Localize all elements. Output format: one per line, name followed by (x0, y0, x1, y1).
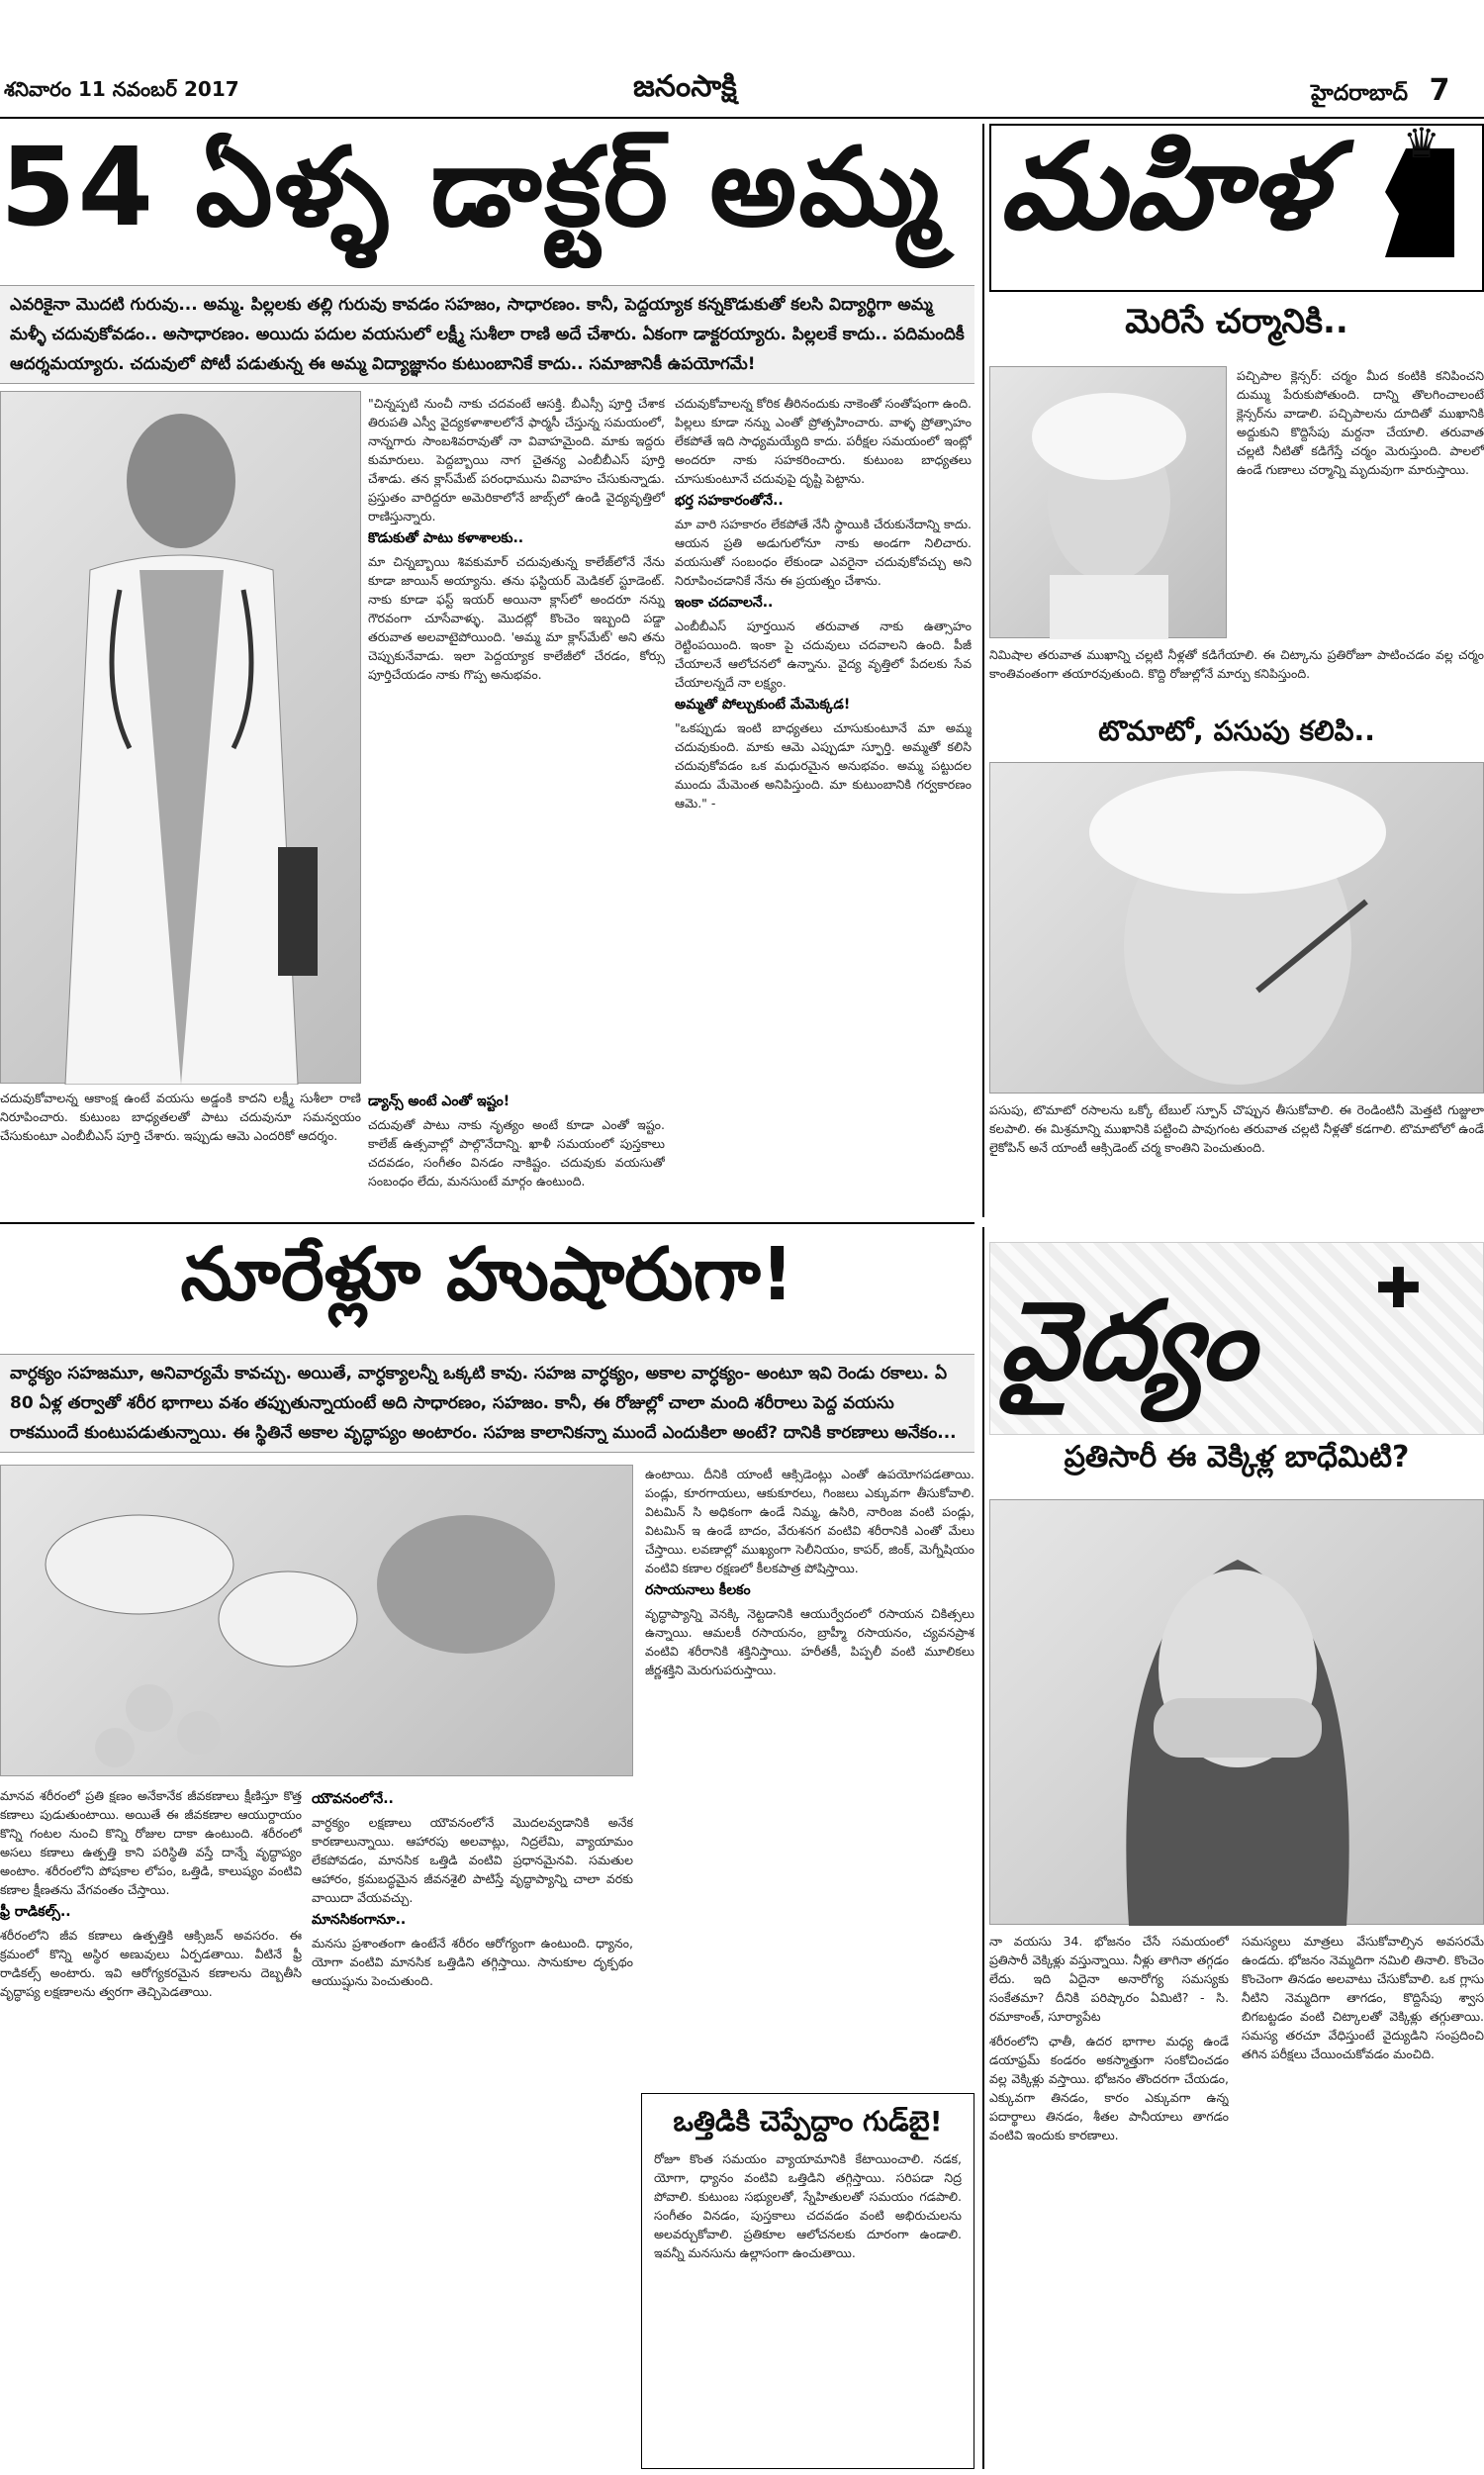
story1-column-2 (675, 394, 972, 1205)
story1-bottom-text: చదువుకోవాలన్న ఆకాంక్ష ఉంటే వయసు అడ్డంకి కాదని లక్ష్మీ సుశీలా రాణి నిరూపించారు. కుటుంబ బాధ్యతలతో పాటు చదువునూ సమన్వయం చేసుకుంటూ ఎంబీబీఎస్ పూర్తి చేశారు. ఇప్పుడు ఆమె ఎందరికో ఆదర్శం. (0, 1091, 361, 1143)
story2-subhead-free-radicals: ఫ్రీ రాడికల్స్.. (0, 1904, 71, 1920)
vaidyam-col-1 (989, 1932, 1229, 2471)
story1-column-1 (368, 394, 665, 1146)
story2-headline: నూరేళ్లూ హుషారుగా! (180, 1232, 794, 1317)
story1-subhead-4: అమ్మతో పోల్చుకుంటే మేమెక్కడ! (675, 697, 851, 713)
issue-date: శనివారం 11 నవంబర్ 2017 (4, 77, 239, 101)
mahila-subhead-2: టొమాటో, పసుపు కలిపి.. (1098, 714, 1375, 747)
story1-bottom-mid (368, 1089, 665, 1212)
story1-col2b-text: మా వారి సహకారం లేకపోతే నేనీ స్థాయికి చేరుకునేదాన్ని కాదు. ఆయన ప్రతి అడుగులోనూ నాకు అండగా నిలిచారు. వయసుతో సంబంధం లేకుండా ఎవరైనా చదువుకోవచ్చు అని నిరూపించడానికే నేను ఈ ప్రయత్నం చేశాను. (675, 517, 972, 588)
story1-subhead-2: భర్త సహకారంతోనే.. (675, 493, 784, 509)
hiccup-photo (989, 1499, 1484, 1925)
story1-col2c-text: ఎంబీబీఎస్ పూర్తయిన తరువాత నాకు ఉత్సాహం రెట్టింపయింది. ఇంకా పై చదువులు చదవాలని ఉంది. పీజీ చేయాలనే ఆలోచనలో ఉన్నాను. వైద్య వృత్తిలో పేదలకు సేవ చేయాలన్నదే నా లక్ష్యం. (675, 619, 972, 690)
story2-intro: వార్ధక్యం సహజమూ, అనివార్యమే కావచ్చు. అయితే, వార్ధక్యాలన్నీ ఒక్కటి కావు. సహజ వార్ధక్యం, అకాల వార్ధక్యం- అంటూ ఇవి రెండు రకాలు. ఏ 80 ఏళ్ల తర్వాతో శరీర భాగాలు వశం తప్పుతున్నాయంటే అది సాధారణం, సహజం. కానీ, ఈ రోజుల్లో చాలా మంది శరీరాలు పెద్ద వయసు రాకముందే కుంటుపడుతున్నాయి. ఈ స్థితినే అకాల వృద్ధాప్యం అంటారం. సహజ కాలానికన్నా ముందే ఎందుకిలా అంటే? దానికి కారణాలు అనేకం... (0, 1354, 974, 1453)
story2-a-text: మానవ శరీరంలో ప్రతి క్షణం అనేకానేక జీవకణాలు క్షీణిస్తూ కొత్త కణాలు పుడుతుంటాయి. అయితే ఈ జీవకణాల ఆయుర్దాయం కొన్ని గంటల నుంచి కొన్ని రోజుల దాకా ఉంటుంది. శరీరంలో అసలు కణాలు ఉత్పత్తి కాని పరిస్థితి వస్తే దాన్నే వృద్ధాప్యం అంటాం. శరీరంలోని పోషకాల లోపం, ఒత్తిడి, కాలుష్యం వంటివి కణాల క్షీణతను వేగవంతం చేస్తాయి. (0, 1788, 302, 1897)
medical-cross-icon: ✚ (1375, 1257, 1422, 1321)
vaidyam-letter-text: నా వయసు 34. భోజనం చేసే సమయంలో ప్రతిసారీ వెక్కిళ్లు వస్తున్నాయి. నీళ్లు తాగినా తగ్గడం లేదు. ఇది ఏదైనా అనారోగ్య సమస్యకు సంకేతమా? దీనికి పరిష్కారం ఏమిటి? - సి. రమాకాంత్, సూర్యాపేట (989, 1934, 1229, 2024)
story2-right-text: ఉంటాయి. దీనికి యాంటీ ఆక్సిడెంట్లు ఎంతో ఉపయోగపడతాయి. పండ్లు, కూరగాయలు, ఆకుకూరలు, గింజలు ఎక్కువగా తీసుకోవాలి. విటమిన్ సి అధికంగా ఉండే నిమ్మ, ఉసిరి, నారింజ వంటి పండ్లు, విటమిన్ ఇ ఉండే బాదం, వేరుశనగ వంటివి శరీరానికి ఎంతో మేలు చేస్తాయి. లవణాల్లో ముఖ్యంగా సెలీనియం, కాపర్, జింక్, మెగ్నీషియం వంటివి కణాల రక్షణలో కీలకపాత్ర పోషిస్తాయి. (645, 1467, 974, 1575)
story1-bottom2-text: చదువుతో పాటు నాకు నృత్యం అంటే కూడా ఎంతో ఇష్టం. కాలేజ్ ఉత్సవాల్లో పాల్గొనేదాన్ని. ఖాళీ సమయంలో పుస్తకాలు చదవడం, సంగీతం వినడం నాకిష్టం. చదువుకు వయసుతో సంబంధం లేదు, మనసుంటే మార్గం ఉంటుంది. (368, 1117, 665, 1189)
stress-box-title: ఒత్తిడికి చెప్పేద్దాం గుడ్‌బై! (673, 2105, 943, 2138)
mahila-title: మహిళ (999, 117, 1326, 256)
story2-col-b (312, 1786, 633, 2469)
vaidyam-col-2 (1242, 1932, 1484, 2471)
woman-towel-photo (989, 366, 1227, 638)
crown-icon: ♛ (1403, 119, 1440, 167)
vaidyam-title: వైద్యం (999, 1277, 1255, 1404)
section-divider (0, 1222, 974, 1224)
story2-subhead-youth: యౌవనంలోనే.. (312, 1791, 394, 1807)
story2-right2-text: వృద్ధాప్యాన్ని వెనక్కి నెట్టడానికి ఆయుర్వేదంలో రసాయన చికిత్సలు ఉన్నాయి. ఆమలకీ రసాయనం, బ్రాహ్మీ రసాయనం, చ్యవనప్రాశ వంటివి శరీరానికి శక్తినిస్తాయి. హరీతకీ, పిప్పలీ వంటి మూలికలు జీర్ణశక్తిని మెరుగుపరుస్తాయి. (645, 1606, 974, 1677)
vaidyam-answer-text: శరీరంలోని ఛాతీ, ఉదర భాగాల మధ్య ఉండే డయాఫ్రమ్ కండరం అకస్మాత్తుగా సంకోచించడం వల్ల వెక్కిళ్లు వస్తాయి. భోజనం తొందరగా చేయడం, ఎక్కువగా తినడం, కారం ఎక్కువగా ఉన్న పదార్థాలు తినడం, శీతల పానీయాలు తాగడం వంటివి ఇందుకు కారణాలు. (989, 2034, 1229, 2142)
doctor-figure-icon (1, 392, 362, 1085)
doctor-photo (0, 391, 361, 1084)
newspaper-logo: జనంసాక్షి (633, 69, 737, 104)
herbs-bowl-icon (1, 1466, 634, 1777)
vaidyam-question: ప్రతిసారీ ఈ వెక్కిళ్ల బాధేమిటి? (1064, 1440, 1410, 1475)
face-brush-icon (990, 763, 1484, 1095)
story1-col2d-text: "ఒకప్పుడు ఇంటి బాధ్యతలు చూసుకుంటూనే మా అమ్మ చదువుకుంది. మాకు ఆమె ఎప్పుడూ స్ఫూర్తి. అమ్మతో కలిసి చదువుకోవడం ఒక మధురమైన అనుభవం. అమ్మ పట్టుదల ముందు మేమెంత అనిపిస్తుంది. మా కుటుంబానికి గర్వకారణం ఆమె." - (675, 720, 972, 810)
story1-subhead-1: కొడుకుతో పాటు కళాశాలకు.. (368, 530, 524, 546)
stress-box (641, 2093, 974, 2469)
story2-b2-text: వార్ధక్యం లక్షణాలు యౌవనంలోనే మొదలవ్వడానికి అనేక కారణాలున్నాయి. ఆహారపు అలవాట్లు, నిద్రలేమి, వ్యాయామం లేకపోవడం, మానసిక ఒత్తిడి వంటివి ప్రధానమైనవి. సమతుల ఆహారం, క్రమబద్ధమైన జీవనశైలి పాటిస్తే వృద్ధాప్యాన్ని చాలా వరకు వాయిదా వేయవచ్చు. (312, 1815, 633, 1905)
column-divider-2 (982, 1227, 984, 2469)
mahila-text-2: నిమిషాల తరువాత ముఖాన్ని చల్లటి నీళ్లతో కడిగేయాలి. ఈ చిట్కాను ప్రతిరోజూ పాటించడం వల్ల చర్మం కాంతివంతంగా తయారవుతుంది. కొద్ది రోజుల్లోనే మార్పు కనిపిస్తుంది. (989, 647, 1484, 681)
face-mask-icon (990, 367, 1228, 639)
edition-city (1311, 73, 1450, 111)
story1-subhead-3: ఇంకా చదవాలనే.. (675, 595, 774, 611)
story1-subhead-5: డ్యాన్స్ అంటే ఎంతో ఇష్టం! (368, 1094, 510, 1109)
woman-covering-mouth-icon (990, 1500, 1484, 1926)
column-divider (982, 124, 984, 1217)
story2-b3-text: మనసు ప్రశాంతంగా ఉంటేనే శరీరం ఆరోగ్యంగా ఉంటుంది. ధ్యానం, యోగా వంటివి మానసిక ఒత్తిడిని తగ్గిస్తాయి. సానుకూల దృక్పథం ఆయుష్షును పెంచుతుంది. (312, 1936, 633, 1988)
story2-subhead-rasayan: రసాయనాలు కీలకం (645, 1582, 751, 1598)
story1-headline: 54 ఏళ్ళ డాక్టర్ అమ్మ (0, 124, 942, 250)
city-name: హైదరాబాద్ (1311, 81, 1408, 106)
story1-intro: ఎవరికైనా మొదటి గురువు... అమ్మ. పిల్లలకు తల్లి గురువు కావడం సహజం, సాధారణం. కానీ, పెద్దయ్యాక కన్నకొడుకుతో కలసి విద్యార్థిగా అమ్మ మళ్ళీ చదువుకోవడం.. అసాధారణం. అయిదు పదుల వయసులో లక్ష్మీ సుశీలా రాణి అదే చేశారు. ఏకంగా డాక్టరయ్యారు. పిల్లలకే కాదు.. పదిమందికీ ఆదర్శమయ్యారు. చదువులో పోటీ పడుతున్న ఈ అమ్మ విద్యాజ్ఞానం కుటుంబానికే కాదు.. సమాజానికీ ఉపయోగమే! (0, 285, 974, 384)
vaidyam-col2-text: సమస్యలు మాత్రలు వేసుకోవాల్సిన అవసరమే ఉండదు. భోజనం నెమ్మదిగా నమిలి తినాలి. కొంచెం కొంచెంగా తినడం అలవాటు చేసుకోవాలి. ఒక గ్లాసు నీటిని నెమ్మదిగా తాగడం, కొద్దిసేపు శ్వాస బిగబట్టడం వంటి చిట్కాలతో వెక్కిళ్లు తగ్గుతాయి. సమస్య తరచూ వేధిస్తుంటే వైద్యుడిని సంప్రదించి తగిన పరీక్షలు చేయించుకోవడం మంచిది. (1242, 1934, 1484, 2061)
story1-bottom-left (0, 1089, 361, 1212)
herbs-photo (0, 1465, 633, 1776)
story2-subhead-mental: మానసికంగానూ.. (312, 1912, 407, 1928)
page-header (0, 0, 1484, 119)
story2-col-right (645, 1465, 974, 2078)
mahila-text-3: పసుపు, టొమాటో రసాలను ఒక్కో టేబుల్ స్పూన్ చొప్పున తీసుకోవాలి. ఈ రెండింటినీ మెత్తటి గుజ్జులా కలపాలి. ఈ మిశ్రమాన్ని ముఖానికి పట్టించి పావుగంట తరువాత చల్లటి నీళ్లతో కడగాలి. టొమాటోలో ఉండే లైకోపిన్ అనే యాంటీ ఆక్సిడెంట్ చర్మ కాంతిని పెంచుతుంది. (989, 1102, 1484, 1155)
story2-a2-text: శరీరంలోని జీవ కణాలు ఉత్పత్తికి ఆక్సిజన్ అవసరం. ఈ క్రమంలో కొన్ని అస్థిర అణువులు ఏర్పడతాయి. వీటినే ఫ్రీ రాడికల్స్ అంటారు. ఇవి ఆరోగ్యకరమైన కణాలను దెబ్బతీసి వృద్ధాప్య లక్షణాలను త్వరగా తెచ్చిపెడతాయి. (0, 1928, 302, 1999)
story2-col-a (0, 1786, 302, 2469)
mahila-text-1: పచ్చిపాల క్లెన్సర్: చర్మం మీద కంటికి కనిపించని దుమ్ము పేరుకుపోతుంది. దాన్ని తొలగించాలంటే క్లెన్సర్‌ను వాడాలి. పచ్చిపాలను దూదితో ముఖానికి అద్దుకుని కొద్దిసేపు మర్దనా చేయాలి. తరువాత చల్లటి నీటితో కడిగేస్తే చర్మం మెరుస్తుంది. పాలలో ఉండే గుణాలు చర్మాన్ని మృదువుగా మారుస్తాయి. (1237, 368, 1484, 477)
mahila-section-head: మెరిసే చర్మానికి.. (1125, 302, 1348, 341)
story1-col2-text: చదువుకోవాలన్న కోరిక తీరినందుకు నాకెంతో సంతోషంగా ఉంది. పిల్లలు కూడా నన్ను ఎంతో ప్రోత్సహించారు. వాళ్ళ ప్రోత్సాహం లేకపోతే ఇది సాధ్యమయ్యేది కాదు. పరీక్షల సమయంలో ఇంట్లో అందరూ నాకు సహకరించారు. కుటుంబ బాధ్యతలు చూసుకుంటూనే చదువుపై దృష్టి పెట్టాను. (675, 396, 972, 486)
stress-box-text: రోజూ కొంత సమయం వ్యాయామానికి కేటాయించాలి. నడక, యోగా, ధ్యానం వంటివి ఒత్తిడిని తగ్గిస్తాయి. సరిపడా నిద్ర పోవాలి. కుటుంబ సభ్యులతో, స్నేహితులతో సమయం గడపాలి. సంగీతం వినడం, పుస్తకాలు చదవడం వంటి అభిరుచులను అలవర్చుకోవాలి. ప్రతికూల ఆలోచనలకు దూరంగా ఉండాలి. ఇవన్నీ మనసును ఉల్లాసంగా ఉంచుతాయి. (654, 2151, 962, 2260)
page-number: 7 (1429, 73, 1450, 108)
woman-brush-photo (989, 762, 1484, 1094)
story1-col1-text: "చిన్నప్పటి నుంచీ నాకు చదవంటే ఆసక్తి. బీఎస్సీ పూర్తి చేశాక తిరుపతి ఎస్వీ వైద్యకళాశాలలోనే ఫార్మసీ చేస్తున్న సమయంలో, నాన్నగారు సాంబశివరావుతో నా వివాహమైంది. మాకు ఇద్దరు కుమారులు. పెద్దబ్బాయి నాగ చైతన్య ఎంబీబీఎస్ పూర్తి చేశాడు. తన క్లాస్‌మేట్ పరంధామును వివాహం చేసుకున్నాడు. ప్రస్తుతం వారిద్దరూ అమెరికాలోనే జాబ్స్‌లో ఉండి వైద్యవృత్తిలో రాణిస్తున్నారు. (368, 396, 665, 524)
story1-col1b-text: మా చిన్నబ్బాయి శివకుమార్ చదువుతున్న కాలేజ్‌లోనే నేను కూడా జాయిన్ అయ్యాను. తను ఫస్టియర్ మెడికల్ స్టూడెంట్. నాకు కూడా ఫస్ట్ ఇయర్ అయినా క్లాస్‌లో అందరూ నన్ను గౌరవంగా చూసేవాళ్ళు. మొదట్లో కొంచెం ఇబ్బంది పడ్డా తరువాత అలవాటైపోయింది. 'అమ్మ మా క్లాస్‌మేట్' అని తను చెప్పుకునేవాడు. ఇలా పెద్దయ్యాక కాలేజీలో చేరడం, కోర్సు పూర్తిచేయడం నాకు గొప్ప అనుభవం. (368, 554, 665, 682)
